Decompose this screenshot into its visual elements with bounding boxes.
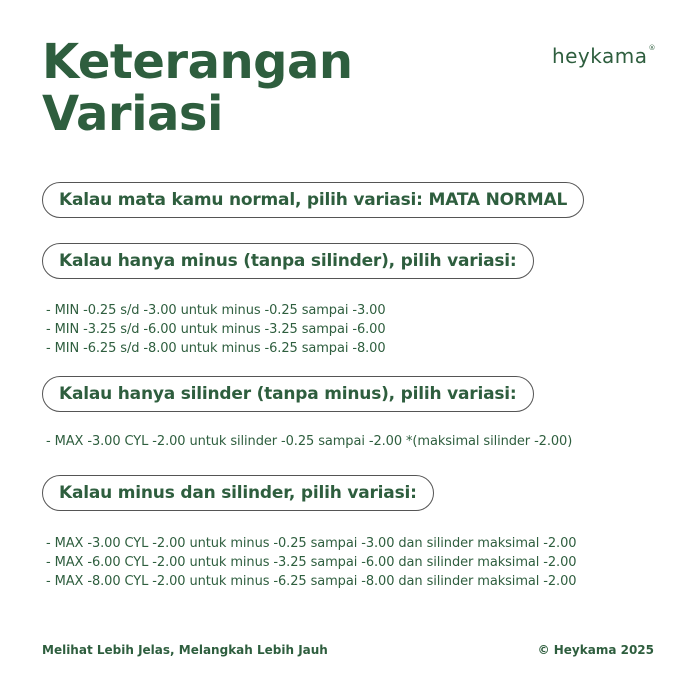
footer-copyright: © Heykama 2025 [537,643,654,657]
page-title-line-2: Variasi [42,86,223,142]
list-item: - MAX -3.00 CYL -2.00 untuk minus -0.25 sampai -3.00 dan silinder maksimal -2.00 [46,536,577,551]
brand-logo-text: heykama [551,44,648,68]
section-heading-normal: Kalau mata kamu normal, pilih variasi: MATA NORMAL [42,182,584,218]
list-item: - MAX -3.00 CYL -2.00 untuk silinder -0.25 sampai -2.00 *(maksimal silinder -2.00) [46,434,573,449]
page-title [42,36,353,140]
page-title-line-1: Keterangan [42,34,353,90]
list-item: - MIN -3.25 s/d -6.00 untuk minus -3.25 sampai -6.00 [46,322,386,337]
variant-list-cylinder-only [46,432,572,451]
list-item: - MIN -0.25 s/d -3.00 untuk minus -0.25 sampai -3.00 [46,303,386,318]
variant-list-minus-only [46,301,386,358]
section-heading-cylinder-only: Kalau hanya silinder (tanpa minus), pilih variasi: [42,376,534,412]
brand-logo [552,44,656,68]
registered-mark: ® [648,44,656,52]
list-item: - MIN -6.25 s/d -8.00 untuk minus -6.25 sampai -8.00 [46,341,386,356]
list-item: - MAX -6.00 CYL -2.00 untuk minus -3.25 sampai -6.00 dan silinder maksimal -2.00 [46,555,577,570]
section-heading-minus-only: Kalau hanya minus (tanpa silinder), pilih variasi: [42,243,534,279]
section-heading-minus-and-cylinder: Kalau minus dan silinder, pilih variasi: [42,475,434,511]
list-item: - MAX -8.00 CYL -2.00 untuk minus -6.25 sampai -8.00 dan silinder maksimal -2.00 [46,574,577,589]
footer-tagline: Melihat Lebih Jelas, Melangkah Lebih Jauh [42,643,328,657]
variant-list-minus-and-cylinder [46,534,576,591]
